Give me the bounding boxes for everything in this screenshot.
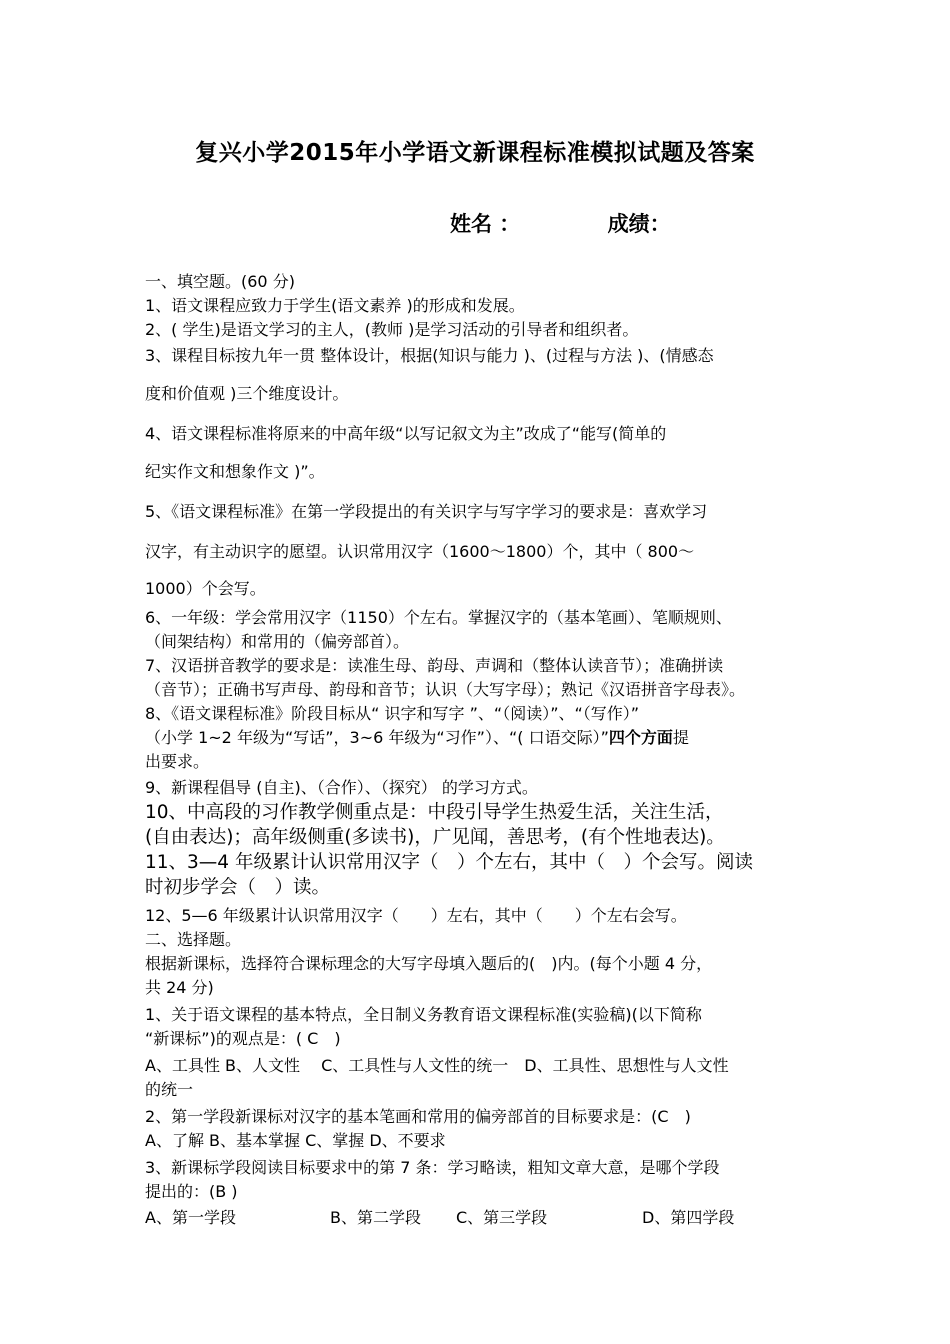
option-c: C、第三学段	[456, 1208, 548, 1227]
question-8-line-3: 出要求。	[145, 752, 210, 771]
question-10-line-1: 10、中高段的习作教学侧重点是：中段引导学生热爱生活，关注生活，	[145, 802, 724, 823]
question-11-line-1: 11、3—4 年级累计认识常用汉字（ ）个左右，其中（ ）个会写。阅读	[145, 852, 753, 873]
question-8-text: （小学 1~2 年级为“写话”，3~6 年级为“习作”）、“( 口语交际）”	[145, 728, 609, 747]
choice-3-line-2: 提出的：(B )	[145, 1182, 238, 1201]
option-b: B、第二学段	[330, 1208, 421, 1227]
choice-1-line-2: “新课标”)的观点是：( C )	[145, 1029, 341, 1048]
question-6-line-2: （间架结构）和常用的（偏旁部首）。	[145, 632, 410, 651]
question-8-line-1: 8、《语文课程标准》阶段目标从“ 识字和写字 ”、“（阅读）”、“（写作）”	[145, 704, 640, 723]
question-4-line-1: 4、语文课程标准将原来的中高年级“以写记叙文为主”改成了“能写(简单的	[145, 424, 667, 443]
section-heading-fill: 一、填空题。(60 分)	[145, 272, 295, 291]
choice-intro-line-2: 共 24 分)	[145, 978, 214, 997]
choice-1-options-line-2: 的统一	[145, 1080, 194, 1099]
question-8-emphasis: 四个方面	[608, 728, 673, 747]
question-2: 2、( 学生)是语文学习的主人，(教师 )是学习活动的引导者和组织者。	[145, 320, 639, 339]
exam-body	[145, 270, 817, 1230]
question-6-line-1: 6、一年级：学会常用汉字（1150）个左右。掌握汉字的（基本笔画）、笔顺规则、	[145, 608, 732, 627]
option-a: A、第一学段	[145, 1208, 236, 1227]
choice-1-line-1: 1、关于语文课程的基本特点，全日制义务教育语文课程标准(实验稿)(以下简称	[145, 1005, 702, 1024]
question-11-line-2: 时初步学会（ ）读。	[145, 877, 331, 898]
score-label: 成绩：	[607, 212, 671, 236]
question-4-line-2: 纪实作文和想象作文 )”。	[145, 462, 325, 481]
choice-intro-line-1: 根据新课标，选择符合课标理念的大写字母填入题后的( )内。(每个小题 4 分，	[145, 954, 713, 973]
name-label: 姓名 ：	[450, 212, 521, 236]
option-d: D、第四学段	[642, 1208, 735, 1227]
question-5-line-2: 汉字，有主动识字的愿望。认识常用汉字（1600～1800）个，其中（ 800～	[145, 542, 695, 561]
question-3-line-1: 3、课程目标按九年一贯 整体设计，根据(知识与能力 )、(过程与方法 )、(情感态	[145, 346, 714, 365]
question-1: 1、语文课程应致力于学生(语文素养 )的形成和发展。	[145, 296, 525, 315]
choice-3-line-1: 3、新课标学段阅读目标要求中的第 7 条：学习略读，粗知文章大意，是哪个学段	[145, 1158, 720, 1177]
question-3-line-2: 度和价值观 )三个维度设计。	[145, 384, 349, 403]
question-9: 9、新课程倡导 (自主)、（合作）、（探究） 的学习方式。	[145, 778, 538, 797]
question-12: 12、5—6 年级累计认识常用汉字（ ）左右，其中（ ）个左右会写。	[145, 906, 687, 925]
question-7-line-2: （音节）；正确书写声母、韵母和音节；认识（大写字母）；熟记《汉语拼音字母表》。	[145, 680, 746, 699]
question-7-line-1: 7、汉语拼音教学的要求是：读准生母、韵母、声调和（整体认读音节）；准确拼读	[145, 656, 724, 675]
choice-2: 2、第一学段新课标对汉字的基本笔画和常用的偏旁部首的目标要求是：(C )	[145, 1107, 691, 1126]
choice-3-options	[145, 1206, 817, 1230]
section-heading-choice: 二、选择题。	[145, 930, 242, 949]
question-8-line-2	[145, 726, 817, 750]
choice-1-options-line-1: A、工具性 B、人文性 C、工具性与人文性的统一 D、工具性、思想性与人文性	[145, 1056, 729, 1075]
question-5-line-1: 5、《语文课程标准》在第一学段提出的有关识字与写字学习的要求是：喜欢学习	[145, 502, 708, 521]
question-8-tail: 提	[672, 728, 689, 747]
page-title: 复兴小学2015年小学语文新课程标准模拟试题及答案	[195, 140, 755, 166]
name-score-row	[450, 208, 671, 238]
question-5-line-3: 1000）个会写。	[145, 579, 266, 598]
choice-2-options: A、了解 B、基本掌握 C、掌握 D、不要求	[145, 1131, 446, 1150]
question-10-line-2: (自由表达)；高年级侧重(多读书)，广见闻，善思考，(有个性地表达)。	[145, 827, 725, 848]
